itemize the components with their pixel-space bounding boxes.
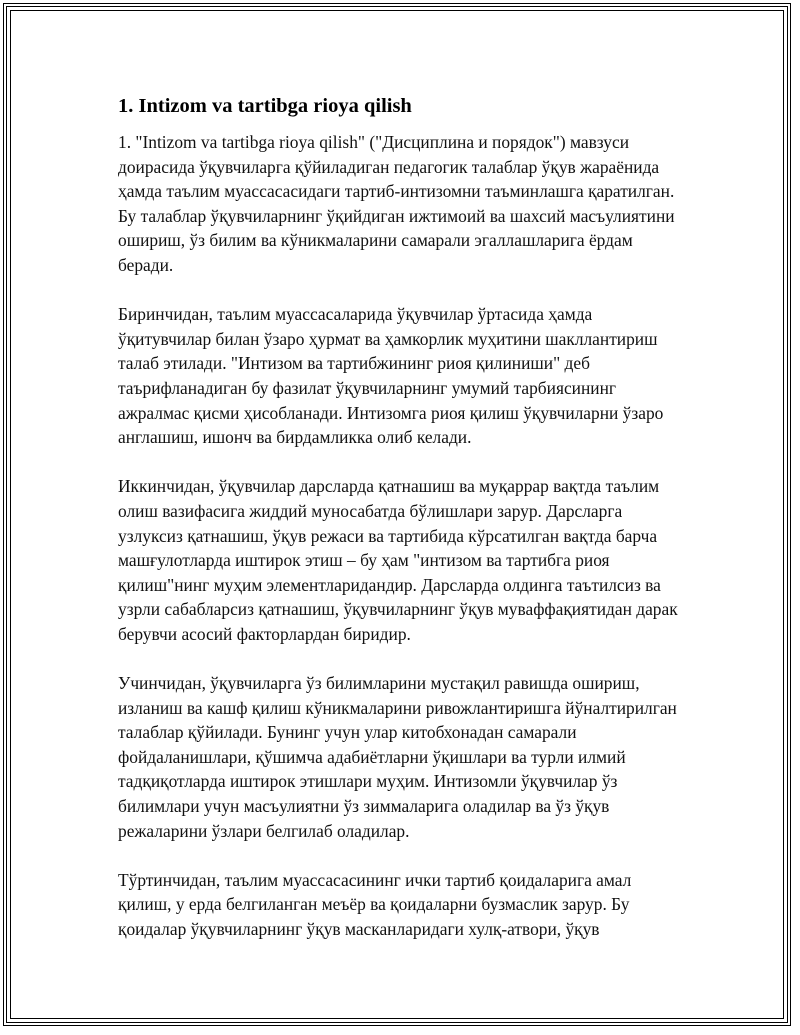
- paragraph-fourth: Тўртинчидан, таълим муассасасининг ички тартиб қоидаларига амал қилиш, у ерда белгиланган меъёр ва қоидаларни бузмаслик зарур. Бу қоидалар ўқувчиларнинг ўқув масканларидаги хулқ-атвори, ўқув: [118, 869, 632, 939]
- paragraph-third: Учинчидан, ўқувчиларга ўз билимларини мустақил равишда ошириш, изланиш ва кашф қилиш кўникмаларини ривожлантиришга йўналтирилган талаблар қўйилади. Бунинг учун улар китобхонадан самарали фойдаланишлари, қўшимча адабиётларни ўқишлари ва турли илмий тадқиқотларда иштирок этишлари муҳим. Интизомли ўқувчилар ўз билимлари учун масъулиятни ўз зиммаларига оладилар ва ўз ўқув режаларини ўзлари белгилаб оладилар.: [118, 673, 677, 841]
- paragraph-second: Иккинчидан, ўқувчилар дарсларда қатнашиш ва муқаррар вақтда таълим олиш вазифасига жиддий муносабатда бўлишлари зарур. Дарсларга узлуксиз қатнашиш, ўқув режаси ва тартибида кўрсатилган вақтда барча машғулотларда иштирок этиш – бу ҳам "интизом ва тартибга риоя қилиш"нинг муҳим элементларидандир. Дарсларда олдинга таътилсиз ва узрли сабабларсиз қатнашиш, ўқувчиларнинг ўқув муваффақиятидан дарак берувчи асосий факторлардан биридир.: [118, 476, 678, 644]
- document-body: [118, 92, 678, 966]
- paragraph-first: Биринчидан, таълим муассасаларида ўқувчилар ўртасида ҳамда ўқитувчилар билан ўзаро ҳурмат ва ҳамкорлик муҳитини шакллантириш талаб этилади. "Интизом ва тартибжининг риоя қилиниши" деб таърифланадиган бу фазилат ўқувчиларнинг умумий тарбиясининг ажралмас қисми ҳисобланади. Интизомга риоя қилиш ўқувчиларни ўзаро англашиш, ишонч ва бирдамликка олиб келади.: [118, 304, 664, 448]
- section-heading: 1. Intizom va tartibga rioya qilish: [118, 95, 412, 117]
- paragraph-intro: 1. "Intizom va tartibga rioya qilish" ("Дисциплина и порядок") мавзуси доирасида ўқувчиларга қўйиладиган педагогик талаблар ўқув жараёнида ҳамда таълим муассасасидаги тартиб-интизомни таъминлашга қаратилган. Бу талаблар ўқувчиларнинг ўқийдиган ижтимоий ва шахсий масъулиятини ошириш, ўз билим ва кўникмаларини самарали эгаллашларига ёрдам беради.: [118, 132, 675, 275]
